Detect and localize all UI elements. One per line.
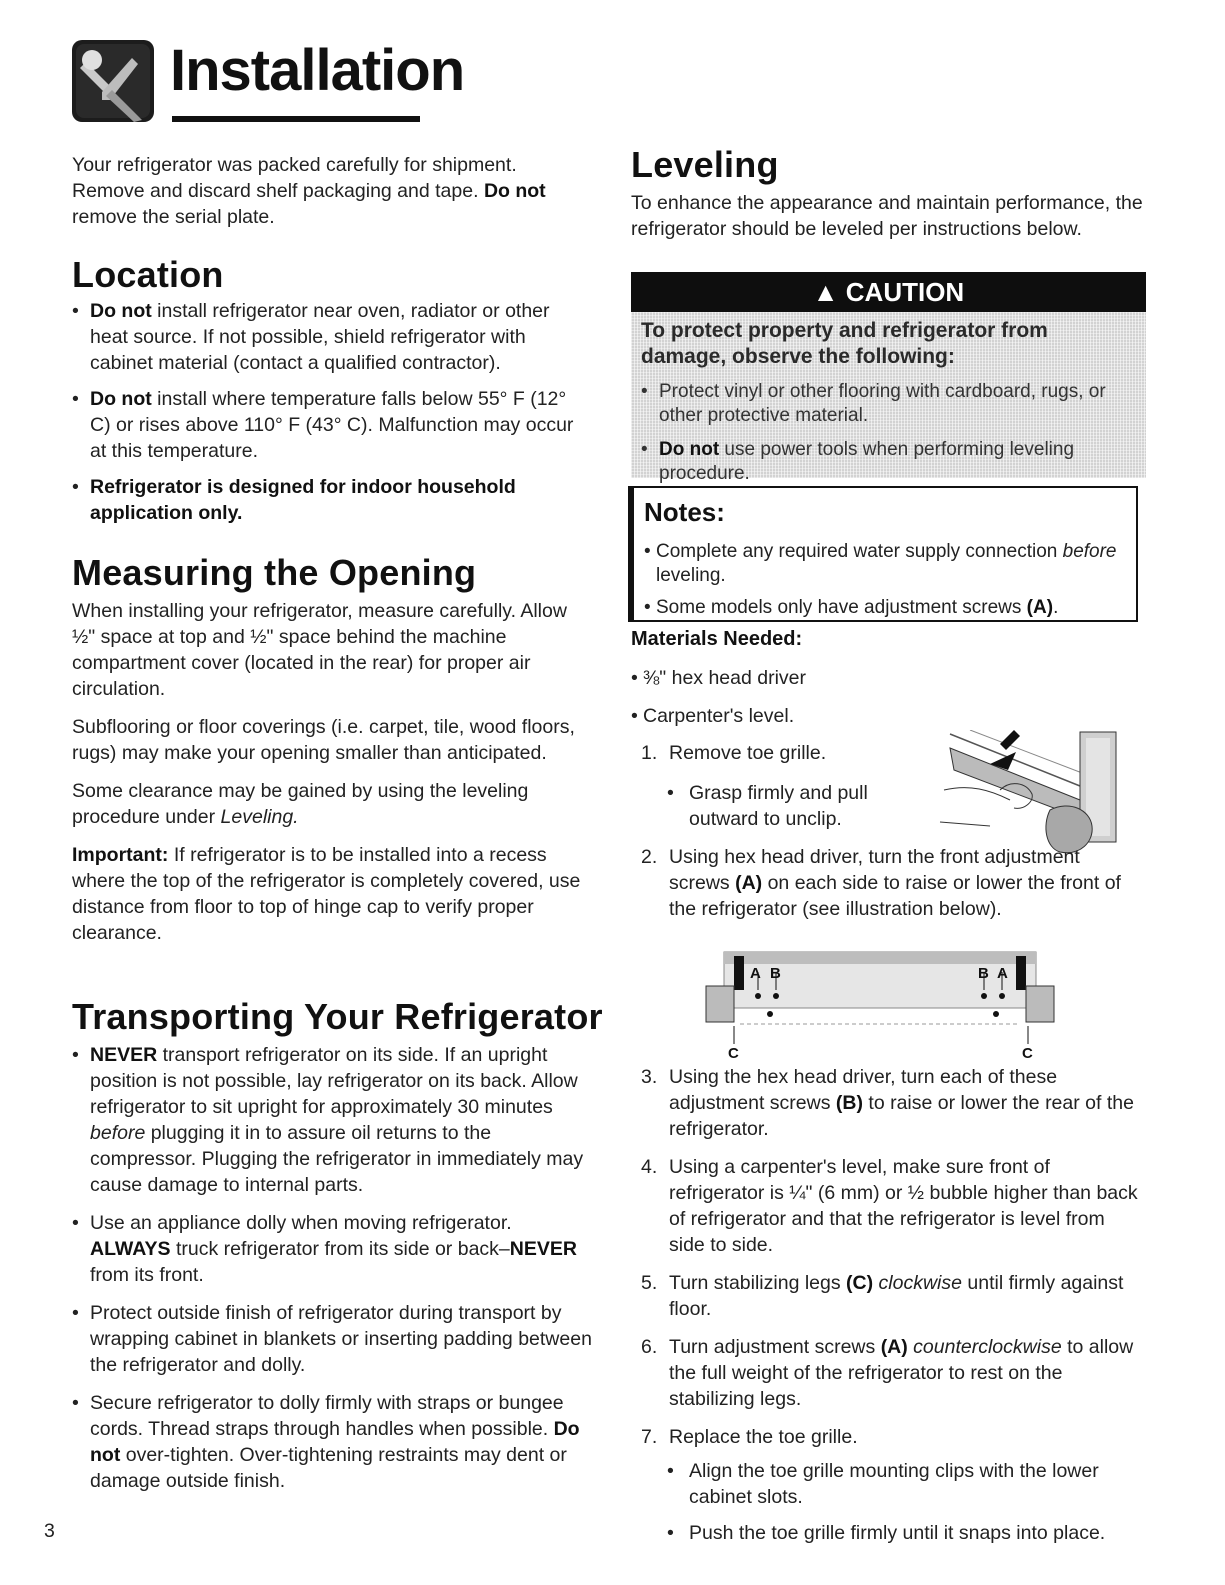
label-c-right: C: [1022, 1045, 1033, 1060]
materials-list: [631, 665, 1131, 729]
title-underline: [172, 116, 420, 122]
list-item: • Do not install refrigerator near oven, radiator or other heat source. If not possible, shield refrigerator with cabinet material (contact a qualified contractor).: [72, 298, 592, 376]
caution-header: ▲ CAUTION: [631, 272, 1146, 312]
list-item: 1. Remove toe grille.: [641, 742, 827, 764]
list-item: • Align the toe grille mounting clips with the lower cabinet slots.: [667, 1458, 1141, 1510]
list-item: 3. Using the hex head driver, turn each of these adjustment screws (B) to raise or lower the rear of the refrigerator.: [641, 1066, 1134, 1140]
location-heading: Location: [72, 254, 224, 295]
caution-body: To protect property and refrigerator from damage, observe the following: • Protect vinyl or other flooring with cardboard, rugs, or other protective material. • Do not use power tools when performing leveling procedure.: [631, 312, 1146, 478]
wrench-screwdriver-icon: [72, 40, 154, 122]
notes-title: Notes:: [644, 497, 725, 527]
list-item: • Protect vinyl or other flooring with cardboard, rugs, or other protective material.: [641, 380, 1136, 428]
caution-box: [631, 272, 1146, 484]
page-number: 3: [44, 1520, 55, 1542]
list-item: 5. Turn stabilizing legs (C) clockwise until firmly against floor.: [641, 1272, 1124, 1320]
list-item: • Complete any required water supply connection before leveling.: [644, 540, 1126, 588]
transporting-heading: Transporting Your Refrigerator: [72, 996, 603, 1037]
list-item: 2. Using hex head driver, turn the front adjustment screws (A) on each side to raise or lower the front of the refrigerator (see illustration below).: [641, 846, 1121, 920]
header-icon: [72, 40, 154, 122]
list-item: 7. Replace the toe grille.: [641, 1426, 858, 1448]
location-list: [72, 298, 592, 526]
list-item: • Refrigerator is designed for indoor household application only.: [72, 474, 592, 526]
leveling-heading: Leveling: [631, 144, 779, 185]
materials-heading: Materials Needed:: [631, 628, 803, 650]
list-item: • Protect outside finish of refrigerator during transport by wrapping cabinet in blankets or inserting padding between the refrigerator and dolly.: [72, 1300, 592, 1378]
list-item: • Push the toe grille firmly until it snaps into place.: [667, 1520, 1141, 1546]
leveling-intro: To enhance the appearance and maintain performance, the refrigerator should be leveled per instructions below.: [631, 192, 1143, 240]
list-item: 4. Using a carpenter's level, make sure front of refrigerator is ¼" (6 mm) or ½ bubble higher than back of refrigerator and that the refrigerator is level from side to side.: [641, 1156, 1138, 1256]
label-a-right: A: [997, 965, 1008, 982]
label-a-left: A: [750, 965, 761, 982]
label-b-left: B: [770, 965, 781, 982]
list-item: • Grasp firmly and pull outward to unclip.: [667, 780, 909, 832]
page-title: Installation: [170, 38, 465, 103]
steps-3-7: [641, 1064, 1141, 1546]
leveling-screws-diagram: [700, 948, 1060, 1060]
steps-1-2: [641, 740, 1141, 922]
list-item: • Do not install where temperature falls below 55° F (12° C) or rises above 110° F (43° C). Malfunction may occur at this temperature.: [72, 386, 592, 464]
list-item: • Secure refrigerator to dolly firmly with straps or bungee cords. Thread straps through handles when possible. Do not over-tighten. Over-tightening restraints may dent or damage outside finish.: [72, 1390, 592, 1494]
measuring-heading: Measuring the Opening: [72, 552, 477, 593]
list-item: • Use an appliance dolly when moving refrigerator. ALWAYS truck refrigerator from its side or back–NEVER from its front.: [72, 1210, 592, 1288]
list-item: • Some models only have adjustment screws (A).: [644, 596, 1126, 620]
list-item: • NEVER transport refrigerator on its side. If an upright position is not possible, lay refrigerator on its back. Allow refrigerator to sit upright for approximately 30 minutes before plugging it in to assure oil returns to the compressor. Plugging the refrigerator in immediately may cause damage to internal parts.: [72, 1042, 592, 1198]
list-item: 6. Turn adjustment screws (A) counterclockwise to allow the full weight of the refrigerator to rest on the stabilizing legs.: [641, 1336, 1134, 1410]
list-item: • Carpenter's level.: [631, 703, 1131, 729]
label-b-right: B: [978, 965, 989, 982]
warning-triangle-icon: ▲: [812, 277, 839, 307]
intro-paragraph: Your refrigerator was packed carefully for shipment. Remove and discard shelf packaging and tape. Do not remove the serial plate.: [72, 154, 546, 228]
notes-box: [628, 486, 1138, 622]
transporting-list: [72, 1042, 592, 1494]
measuring-body: When installing your refrigerator, measure carefully. Allow ½" space at top and ½" space behind the machine compartment cover (located in the rear) for proper air circulation. Subflooring or floor coverings (i.e. carpet, tile, wood floors, rugs) may make your opening smaller than anticipated. Some clearance may be gained by using the leveling procedure under Leveling. Important: If refrigerator is to be installed into a recess where the top of the refrigerator is completely covered, use distance from floor to top of hinge cap to verify proper clearance.: [72, 600, 581, 944]
list-item: • Do not use power tools when performing leveling procedure.: [641, 438, 1136, 486]
label-c-left: C: [728, 1045, 739, 1060]
list-item: • ⅜" hex head driver: [631, 665, 1131, 691]
